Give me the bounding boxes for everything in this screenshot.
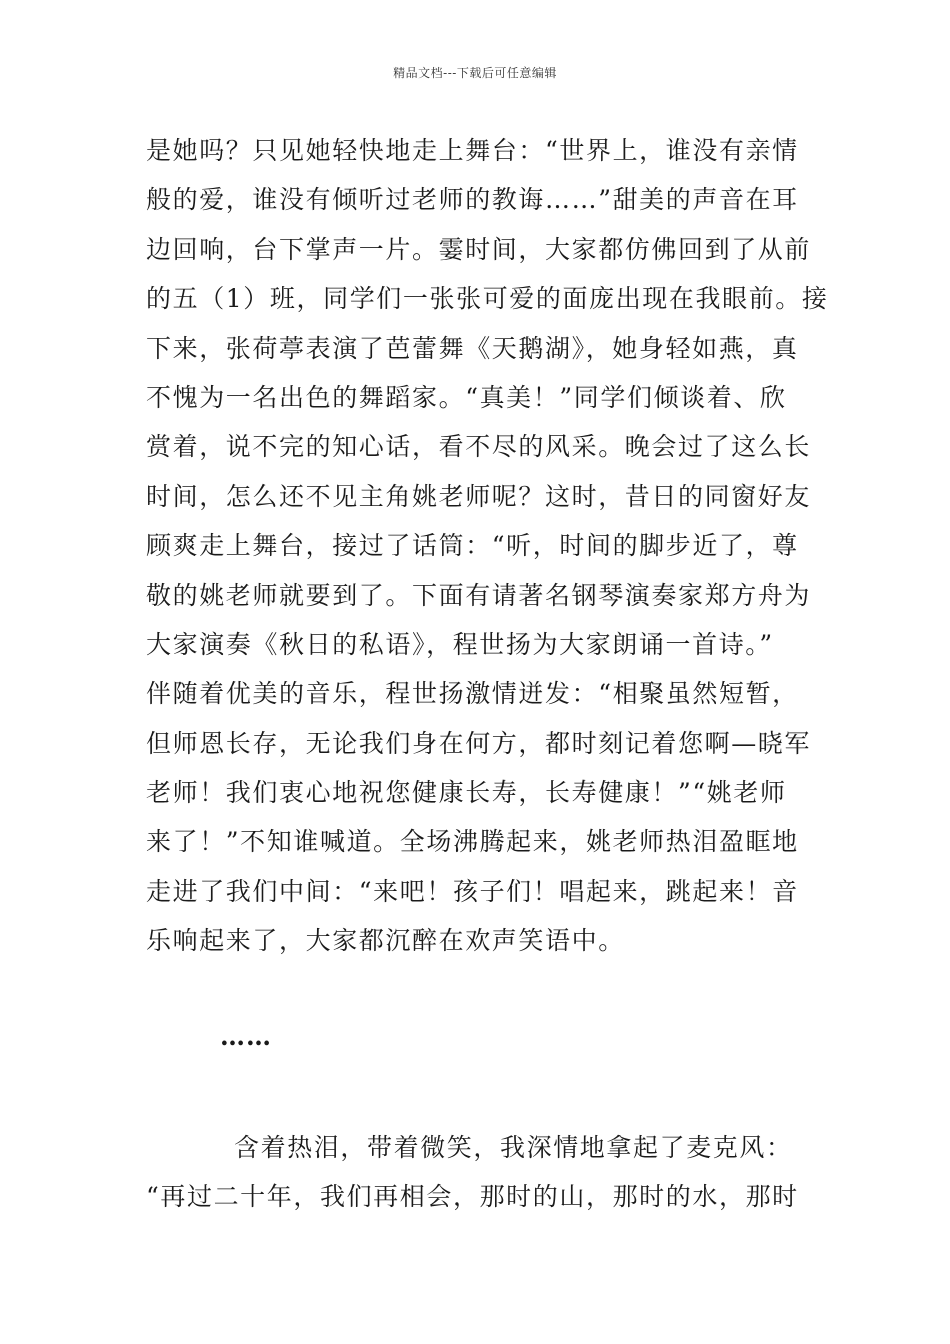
text-line: “再过二十年，我们再相会，那时的山，那时的水，那时 [146,1182,799,1212]
closing-paragraph [146,1123,810,1222]
text-line: 下来，张荷葶表演了芭蕾舞《天鹅湖》，她身轻如燕，真 [146,333,799,363]
text-line: 是她吗？只见她轻快地走上舞台：“世界上，谁没有亲情 [146,136,799,165]
text-line: 顾爽走上舞台，接过了话筒：“听，时间的脚步近了，尊 [146,531,799,561]
text-line: 大家演奏《秋日的私语》，程世扬为大家朗诵一首诗。” [146,629,774,659]
text-line: 但师恩长存，无论我们身在何方，都时刻记着您啊—晓军 [146,728,812,758]
text-line: 边回响，台下掌声一片。霎时间，大家都仿佛回到了从前 [146,234,812,264]
text-line: 时间，怎么还不见主角姚老师呢？这时，昔日的同窗好友 [146,481,812,511]
text-line: 般的爱，谁没有倾听过老师的教诲……”甜美的声音在耳 [146,185,799,215]
text-line: 的五（1）班，同学们一张张可爱的面庞出现在我眼前。接 [146,284,829,314]
main-paragraph [146,126,829,966]
text-line: 含着热泪，带着微笑，我深情地拿起了麦克风： [234,1133,793,1162]
ellipsis-separator: …… [220,1022,272,1051]
text-line: 走进了我们中间：“来吧！孩子们！唱起来，跳起来！音 [146,876,799,906]
text-line: 赏着，说不完的知心话，看不尽的风采。晚会过了这么长 [146,432,812,462]
text-line: 乐响起来了，大家都沉醉在欢声笑语中。 [146,926,625,956]
text-line: 不愧为一名出色的舞蹈家。“真美！”同学们倾谈着、欣 [146,382,787,412]
text-line: 敬的姚老师就要到了。下面有请著名钢琴演奏家郑方舟为 [146,580,812,610]
text-line: 来了！”不知谁喊道。全场沸腾起来，姚老师热泪盈眶地 [146,827,799,857]
text-line: 伴随着优美的音乐，程世扬激情迸发：“相聚虽然短暂， [146,679,799,709]
page-header: 精品文档---下载后可任意编辑 [393,66,557,80]
text-line: 老师！我们衷心地祝您健康长寿，长寿健康！”“姚老师 [146,778,787,808]
